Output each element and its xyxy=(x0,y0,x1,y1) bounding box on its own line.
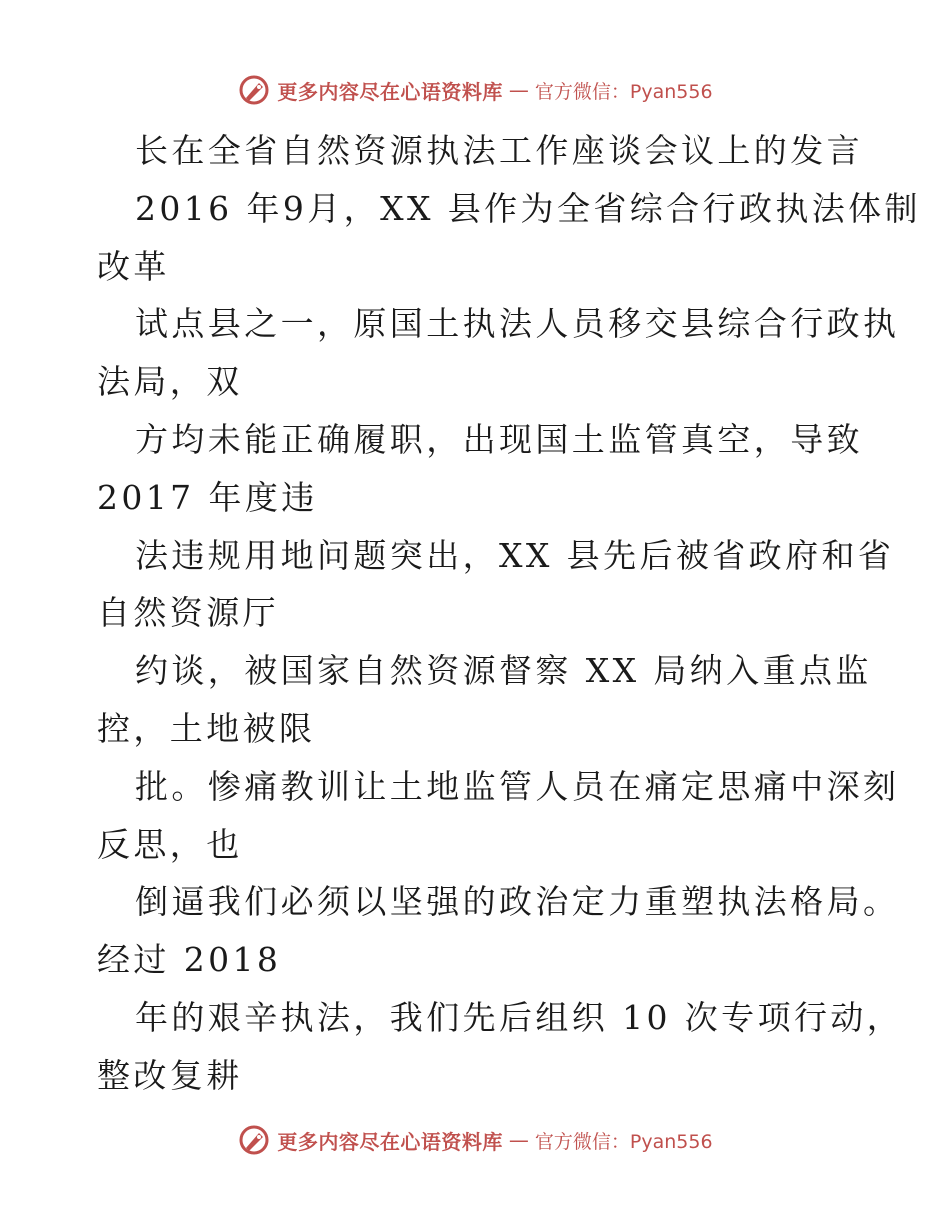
text-line: 倒逼我们必须以坚强的政治定力重塑执法格局。 xyxy=(135,882,900,922)
text-line: 约谈，被国家自然资源督察 XX 局纳入重点监 xyxy=(135,651,872,691)
text-line: 方均未能正确履职，出现国土监管真空，导致 xyxy=(135,419,863,459)
text-line: 年的艰辛执法，我们先后组织 10 次专项行动， xyxy=(135,997,904,1037)
footer-banner xyxy=(0,1120,950,1160)
header-banner-main: 更多内容尽在心语资料库 xyxy=(277,79,503,104)
text-line: 经过 2018 xyxy=(97,940,282,980)
header-banner-sub: 官方微信：Pyan556 xyxy=(534,80,713,103)
text-line: 控，土地被限 xyxy=(97,708,316,748)
header-banner-dash: — xyxy=(508,78,529,102)
text-line: 2017 年度违 xyxy=(97,477,318,517)
text-line: 法违规用地问题突出，XX 县先后被省政府和省 xyxy=(135,535,895,575)
pen-nib-logo-icon xyxy=(237,73,271,107)
text-line: 2016 年9月，XX 县作为全省综合行政执法体制 xyxy=(135,188,921,228)
text-line: 长在全省自然资源执法工作座谈会议上的发言 xyxy=(135,131,863,170)
pen-nib-logo-icon xyxy=(237,1123,271,1157)
footer-banner-dash: — xyxy=(508,1128,529,1152)
text-line: 改革 xyxy=(97,246,170,286)
text-line: 反思，也 xyxy=(97,824,243,864)
text-line: 法局，双 xyxy=(97,362,243,402)
header-banner xyxy=(0,70,950,110)
footer-banner-sub: 官方微信：Pyan556 xyxy=(534,1130,713,1153)
text-line: 整改复耕 xyxy=(97,1055,243,1095)
text-line: 批。惨痛教训让土地监管人员在痛定思痛中深刻 xyxy=(135,766,900,806)
body-text xyxy=(97,122,921,1105)
footer-banner-main: 更多内容尽在心语资料库 xyxy=(277,1129,503,1154)
text-line: 试点县之一，原国土执法人员移交县综合行政执 xyxy=(135,304,900,344)
text-line: 自然资源厅 xyxy=(97,593,279,633)
